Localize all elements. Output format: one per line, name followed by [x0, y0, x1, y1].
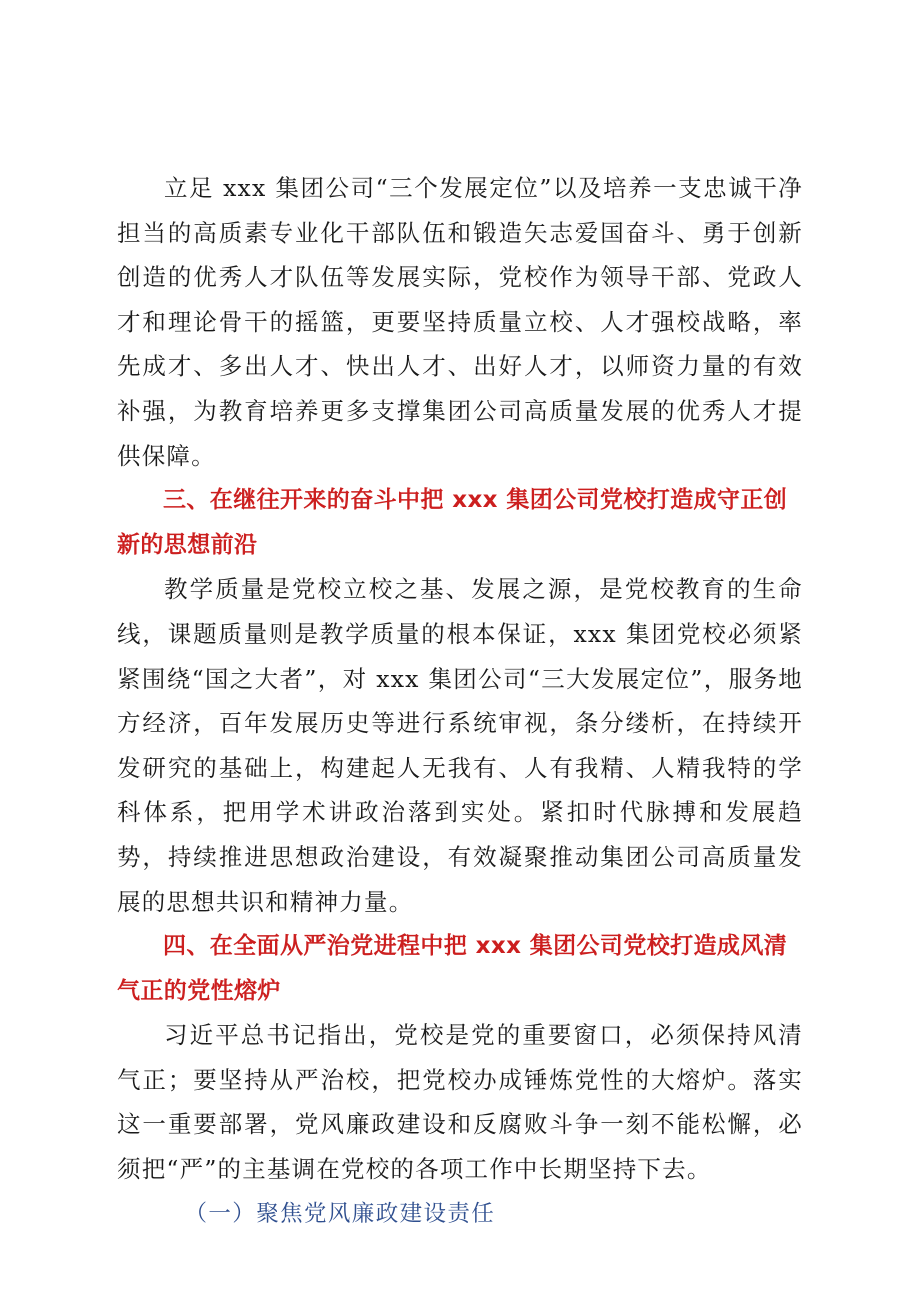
- document-body: [117, 166, 803, 1236]
- section-heading-3: 三、在继往开来的奋斗中把 xxx 集团公司党校打造成守正创新的思想前沿: [117, 487, 788, 558]
- body-paragraph-3: 习近平总书记指出，党校是党的重要窗口，必须保持风清气正；要坚持从严治校，把党校办成锤炼党性的大熔炉。落实这一重要部署，党风廉政建设和反腐败斗争一刻不能松懈，必须把“严”的主基调在党校的各项工作中长期坚持下去。: [117, 1021, 803, 1184]
- subsection-heading-1: （一）聚焦党风廉政建设责任: [184, 1200, 496, 1227]
- body-paragraph-1: 立足 xxx 集团公司“三个发展定位”以及培养一支忠诚干净担当的高质素专业化干部队伍和锻造矢志爱国奋斗、勇于创新创造的优秀人才队伍等发展实际，党校作为领导干部、党政人才和理论骨干的摇篮，更要坚持质量立校、人才强校战略，率先成才、多出人才、快出人才、出好人才，以师资力量的有效补强，为教育培养更多支撑集团公司高质量发展的优秀人才提供保障。: [117, 174, 803, 470]
- section-heading-4: 四、在全面从严治党进程中把 xxx 集团公司党校打造成风清气正的党性熔炉: [117, 933, 788, 1004]
- body-paragraph-2: 教学质量是党校立校之基、发展之源，是党校教育的生命线，课题质量则是教学质量的根本保证，xxx 集团党校必须紧紧围绕“国之大者”，对 xxx 集团公司“三大发展定位”，服务地方经济，百年发展历史等进行系统审视，条分缕析，在持续开发研究的基础上，构建起人无我有、人有我精、人精我特的学科体系，把用学术讲政治落到实处。紧扣时代脉搏和发展趋势，持续推进思想政治建设，有效凝聚推动集团公司高质量发展的思想共识和精神力量。: [117, 575, 803, 916]
